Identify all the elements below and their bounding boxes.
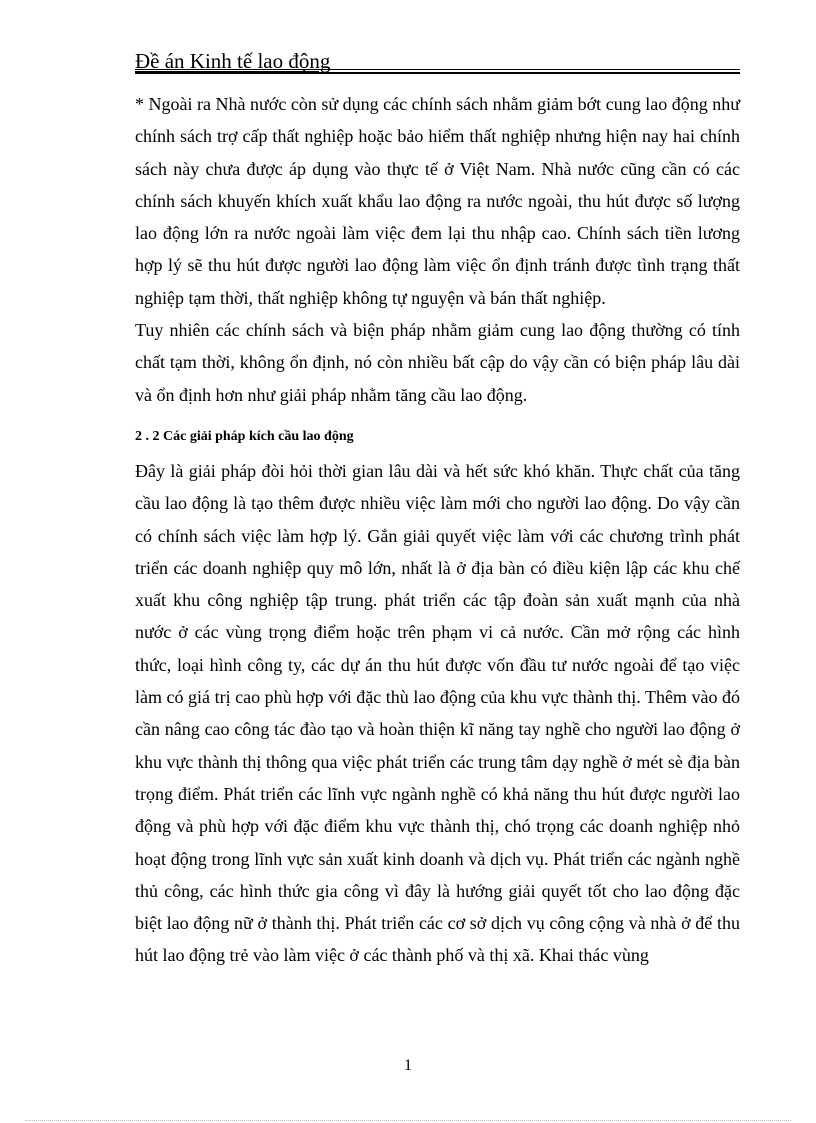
document-title: Đề án Kinh tế lao động xyxy=(135,49,331,73)
paragraph-demand-solutions: Đây là giải pháp đòi hỏi thời gian lâu dài và hết sức khó khăn. Thực chất của tăng cầu lao động là tạo thêm được nhiều việc làm mới cho người lao động. Do vậy cần có chính sách việc làm hợp lý. Gắn giải quyết việc làm với các chương trình phát triển các doanh nghiệp quy mô lớn, nhất là ở địa bàn có điều kiện lập các khu chế xuất khu công nghiệp tập trung. phát triển các tập đoàn sản xuất mạnh của nhà nước ở các vùng trọng điểm hoặc trên phạm vi cả nước. Cần mở rộng các hình thức, loại hình công ty, các dự án thu hút được vốn đầu tư nước ngoài để tạo việc làm có giá trị cao phù hợp với đặc thù lao động của khu vực thành thị. Thêm vào đó cần nâng cao công tác đào tạo và hoàn thiện kĩ năng tay nghề cho người lao động ở khu vực thành thị thông qua việc phát triển các trung tâm dạy nghề ở mét sè địa bàn trọng điểm. Phát triển các lĩnh vực ngành nghề có khả năng thu hút được người lao động và phù hợp với đặc điểm khu vực thành thị, chó trọng các doanh nghiệp nhỏ hoạt động trong lĩnh vực sản xuất kinh doanh và dịch vụ. Phát triển các ngành nghề thủ công, các hình thức gia công vì đây là hướng giải quyết tốt cho lao động đặc biệt lao động nữ ở thành thị. Phát triển các cơ sở dịch vụ công cộng và nhà ở để thu hút lao động trẻ vào làm việc ở các thành phố và thị xã. Khai thác vùng xyxy=(135,460,740,966)
page-number: 1 xyxy=(404,1057,412,1074)
page-body xyxy=(135,88,740,972)
paragraph-supply-policies: * Ngoài ra Nhà nước còn sử dụng các chính sách nhằm giảm bớt cung lao động như chính sách trợ cấp thất nghiệp hoặc bảo hiểm thất nghiệp nhưng hiện nay hai chính sách này chưa được áp dụng vào thực tế ở Việt Nam. Nhà nước cũng cần có các chính sách khuyến khích xuất khẩu lao động ra nước ngoài, thu hút được số lượng lao động lớn ra nước ngoài làm việc đem lại thu nhập cao. Chính sách tiền lương hợp lý sẽ thu hút được người lao động làm việc ổn định tránh được tình trạng thất nghiệp tạm thời, thất nghiệp không tự nguyện và bán thất nghiệp. xyxy=(135,94,740,308)
paragraph-temporary-measures: Tuy nhiên các chính sách và biện pháp nhằm giảm cung lao động thường có tính chất tạm thời, không ổn định, nó còn nhiều bất cập do vậy cần có biện pháp lâu dài và ổn định hơn như giải pháp nhằm tăng cầu lao động. xyxy=(135,320,740,405)
page-header xyxy=(135,48,740,74)
header-rule-thin xyxy=(135,69,740,70)
section-heading: 2 . 2 Các giải pháp kích cầu lao động xyxy=(135,428,354,444)
page-bottom-divider xyxy=(25,1120,791,1121)
header-rule-thick xyxy=(135,72,740,74)
